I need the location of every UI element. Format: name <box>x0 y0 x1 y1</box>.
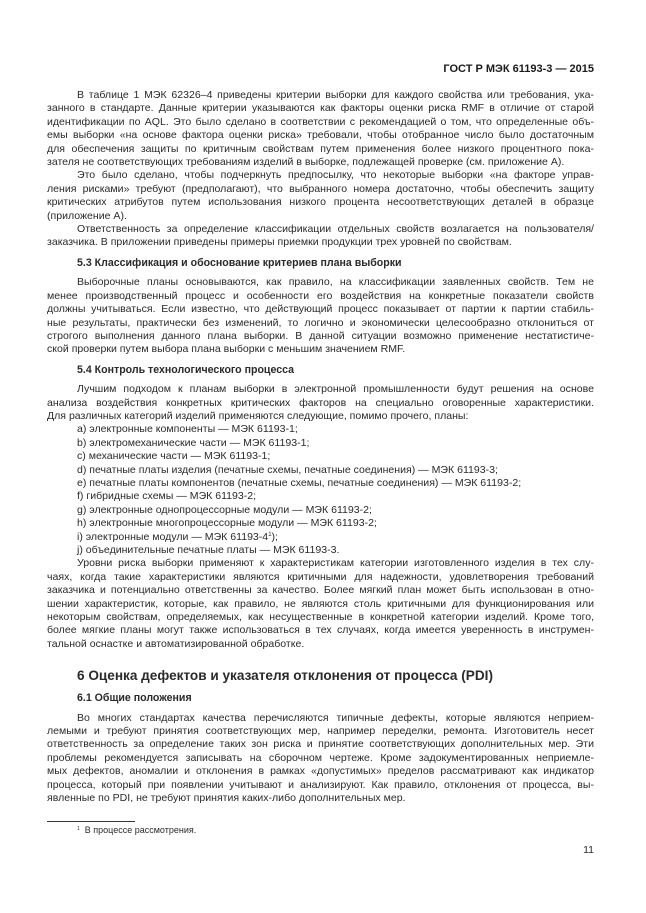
text-line: явленные по PDI, не требуют принятия каких-либо дополнительных мер. <box>47 792 406 805</box>
text-line: ской проверки путем выбора плана выборки с меньшим значением RMF. <box>47 343 406 356</box>
text-line: зателя не соответствующих требованиям изделий в выборке, подлежащей проверке (см. приложение А). <box>47 156 565 169</box>
section-heading-5-4: 5.4 Контроль технологического процесса <box>77 363 295 376</box>
text-line: тальной оснастке и автоматизированной обработке. <box>47 637 305 650</box>
text-line: Уровни риска выборки применяют к характеристикам категории изготовленного изделия в тех слу- <box>77 557 594 570</box>
text-line: Лучшим подходом к планам выборки в электронной промышленности будут решения на основе <box>77 383 594 396</box>
text-line: лемыми и требуют принятия соответствующих мер, например переделки, ремонта. Изготовитель несет <box>47 725 594 738</box>
text-line: заказчика и потенциально ответственны за качество. Более мягкий план может быть использован в отно- <box>47 584 594 597</box>
text-line: В таблице 1 МЭК 62326–4 приведены критерии выборки для каждого свойства или требования, ука- <box>77 89 594 101</box>
footnote-ref: 1 <box>268 531 272 538</box>
text-line: ления рисками» требуют (предполагают), что выбранного номера достаточно, чтобы обеспечить защиту <box>47 182 594 195</box>
text-line: емы выборки «на основе фактора оценки риска» требовали, чтобы отобранное число было достаточным <box>47 129 594 142</box>
paragraph <box>47 89 594 169</box>
section-heading-6: 6 Оценка дефектов и указателя отклонения от процесса (PDI) <box>77 668 493 684</box>
text-line: Это было сделано, чтобы подчеркнуть предпосылку, что некоторые выборки «на факторе управ- <box>77 169 594 182</box>
list-item <box>47 531 594 544</box>
section-heading-5-3: 5.3 Классификация и обоснование критериев плана выборки <box>77 256 402 269</box>
paragraph <box>47 223 594 250</box>
text-line: Ответственность за определение классификации отдельных свойств возлагается на пользователя/ <box>77 223 594 236</box>
paragraph <box>47 383 594 423</box>
list-item: b) электромеханические части — МЭК 61193-1; <box>77 436 310 449</box>
text-line: (приложение А). <box>47 209 127 222</box>
paragraph <box>47 712 594 806</box>
footnote <box>77 825 196 835</box>
text-line: ответственность за определение таких зон риска и принятие соответствующих дополнительных мер. Эти <box>47 738 594 751</box>
text-line: шении характеристик, которые, как правило, не являются столь критичными для функционирования или <box>47 597 594 610</box>
list-item: a) электронные компоненты — МЭК 61193-1; <box>77 423 298 436</box>
text-line: идентификации по AQL. Это было сделано в соответствии с рекомендацией о том, что определенные объ- <box>47 115 594 128</box>
text-line: Для различных категорий изделий применяются следующие, помимо прочего, планы: <box>47 409 469 422</box>
footnote-divider <box>47 821 135 822</box>
text-line: строгого выполнения данного плана выборки. В данной ситуации возможно применение нестатистиче- <box>47 329 594 342</box>
text-line: Выборочные планы основываются, как правило, на классификации заявленных свойств. Тем не <box>77 276 594 289</box>
plan-list <box>47 423 594 557</box>
text-line: чаях, когда такие характеристики являются критичными для надежности, удовлетворения требований <box>47 570 594 583</box>
text-line: для обеспечения защиты по критичным свойствам путем применения более низкого процентного пока- <box>47 142 594 155</box>
text-line: Во многих стандартах качества перечисляются типичные дефекты, которые являются неприем- <box>77 711 594 724</box>
text-line: мых дефектов, аномалии и отклонения в рамках «допустимых» пределов рассматривают как индикатор <box>47 765 594 778</box>
list-item: d) печатные платы изделия (печатные схемы, печатные соединения) — МЭК 61193-3; <box>77 463 498 476</box>
section-heading-6-1: 6.1 Общие положения <box>77 692 192 705</box>
list-item: e) печатные платы компонентов (печатные схемы, печатные соединения) — МЭК 61193-2; <box>77 476 522 489</box>
page-body <box>47 89 594 806</box>
list-item: f) гибридные схемы — МЭК 61193-2; <box>77 490 257 503</box>
text-line: менее производственный процесс и особенности его воздействия на конкретные показатели свойств <box>47 289 594 302</box>
paragraph <box>47 169 594 223</box>
page-number: 11 <box>583 844 594 856</box>
list-item-text: i) электронные модули — МЭК 61193-4 <box>77 530 269 543</box>
text-line: процесса, который при появлении учитывают и анализируют. Как правило, отклонения от процесса, вы- <box>47 778 594 791</box>
text-line: проблемы рекомендуется записывать на сборочном чертеже. Кроме задокументированных неприемле- <box>47 751 594 764</box>
list-item: g) электронные однопроцессорные модули — МЭК 61193-2; <box>77 503 372 516</box>
footnote-mark: 1 <box>77 826 80 832</box>
list-item: j) объединительные печатные платы — МЭК 61193-3. <box>77 544 340 556</box>
text-line: некоторым свойствам, определяемых, как несущественные в конкретной категории изделий. Кроме того, <box>47 611 594 624</box>
list-item: c) механические части — МЭК 61193-1; <box>77 450 271 463</box>
text-line: критических атрибутов путем использования низкого процента несоответствующих деталей в образце <box>47 196 594 209</box>
paragraph <box>47 276 594 356</box>
text-line: более мягкие планы могут также использоваться в тех случаях, когда имеется уверенность в инструмен- <box>47 624 594 637</box>
footnote-text: В процессе рассмотрения. <box>84 825 197 835</box>
text-line: ные результаты, практически без изменений, то логично и экономически целесообразно отклониться от <box>47 316 594 329</box>
paragraph <box>47 557 594 651</box>
document-header: ГОСТ Р МЭК 61193-3 — 2015 <box>443 63 594 75</box>
text-line: занного в стандарте. Данные критерии указываются как факторы оценки риска RMF в отличие от старой <box>47 102 594 115</box>
text-line: заказчика. В приложении приведены примеры приемки продукции трех уровней по свойствам. <box>47 236 512 249</box>
text-line: должны учитываться. Если известно, что действующий процесс показывает от партии к партии стабиль- <box>47 303 594 316</box>
list-item-tail: ); <box>271 530 278 543</box>
list-item: h) электронные многопроцессорные модули — МЭК 61193-2; <box>77 517 377 530</box>
text-line: анализа воздействия конкретных критических факторов на специально оговоренные характеристики. <box>47 396 594 409</box>
